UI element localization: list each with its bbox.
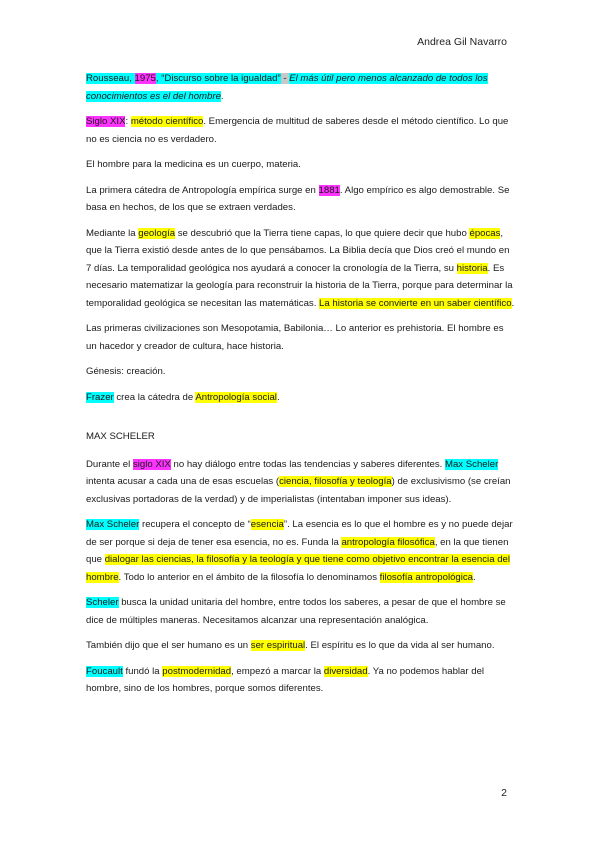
- highlight-yellow: filosofía antropológica: [379, 571, 474, 583]
- paragraph: [86, 594, 516, 629]
- text: Durante el: [86, 458, 133, 470]
- highlight-cyan: , “Discurso sobre la igualdad”: [155, 73, 281, 84]
- highlight-gray: -: [280, 73, 290, 84]
- highlight-cyan: Rousseau,: [86, 73, 135, 84]
- text: .: [276, 391, 280, 403]
- document-body: [86, 70, 516, 706]
- text: , empezó a marcar la: [231, 665, 324, 677]
- section-title: MAX SCHELER: [86, 431, 155, 442]
- quote-italic: El más útil pero menos alcanzado de todos los conocimientos es el del hombre: [86, 73, 488, 102]
- highlight-magenta: Siglo XIX: [86, 116, 126, 127]
- paragraph: [86, 156, 516, 174]
- paragraph: [86, 637, 516, 655]
- text: intenta acusar a cada una de esas escuelas (: [86, 476, 280, 487]
- text: . Algo empírico es algo demostrable. Se basa en hechos, de los que se extraen verdades.: [86, 184, 510, 213]
- paragraph: [86, 516, 516, 586]
- text: :: [125, 116, 131, 127]
- paragraph: [86, 225, 516, 313]
- highlight-yellow: esencia: [250, 519, 284, 530]
- text: .: [511, 297, 515, 309]
- text: . Todo lo anterior en el ámbito de la filosofía lo denominamos: [118, 571, 380, 583]
- highlight-yellow: historia: [456, 262, 488, 274]
- page-number: 2: [501, 787, 507, 799]
- highlight-yellow: épocas: [469, 227, 501, 239]
- highlight-yellow: antropología filosófica: [341, 536, 435, 548]
- highlight-yellow: diversidad: [323, 665, 368, 677]
- paragraph: [86, 320, 516, 355]
- text: La primera cátedra de Antropología empírica surge en: [86, 184, 319, 196]
- highlight-cyan: Scheler: [86, 597, 119, 608]
- highlight-cyan: Max Scheler: [86, 519, 140, 530]
- highlight-cyan: Frazer: [86, 391, 114, 403]
- text: Mediante la: [86, 227, 139, 239]
- highlight-magenta: 1975: [134, 73, 156, 84]
- text: ) de exclusivismo (se creían exclusivas portadoras de la verdad) y de imperialistas (intentaban imponer sus ideas).: [86, 476, 511, 505]
- text: , que la Tierra existió desde antes de lo que pensábamos. La Biblia decía que Dios creó el mundo en 7 días. La temporalidad geológica nos ayudará a conocer la cronología de la Tierra, su: [86, 227, 510, 274]
- highlight-yellow: geología: [138, 227, 176, 239]
- text: busca la unidad unitaria del hombre, entre todos los saberes, a pesar de que el hombre se dice de múltiples maneras. Necesitamos alcanzar una representación analógica.: [86, 597, 506, 626]
- page-header-author: Andrea Gil Navarro: [417, 36, 507, 48]
- paragraph: [86, 182, 516, 217]
- text: ”. La esencia es lo que el hombre es y no puede dejar de ser porque si deja de tener esa esencia, no es. Funda la: [86, 519, 513, 548]
- highlight-yellow: La historia se convierte en un saber científico: [319, 297, 512, 309]
- text: .: [220, 90, 224, 102]
- text: . Emergencia de multitud de saberes desde el método científico. Lo que no es ciencia no es verdadero.: [86, 116, 509, 145]
- text: El hombre para la medicina es un cuerpo, materia.: [86, 159, 301, 170]
- text: . Ya no podemos hablar del hombre, sino de los hombres, porque somos diferentes.: [86, 665, 485, 694]
- text: crea la cátedra de: [113, 391, 196, 403]
- text: Génesis: creación.: [86, 366, 166, 377]
- text: También dijo que el ser humano es un: [86, 640, 251, 651]
- text: fundó la: [122, 665, 163, 677]
- text: se descubrió que la Tierra tiene capas, lo que quiere decir que hubo: [175, 227, 470, 239]
- text: , en la que tienen que: [86, 536, 509, 565]
- text: recupera el concepto de “: [139, 519, 251, 530]
- highlight-yellow: dialogar las ciencias, la filosofía y la teología y que tiene como objetivo encontrar la esencia del hombre: [86, 554, 510, 583]
- paragraph: [86, 70, 516, 105]
- paragraph: [86, 389, 516, 407]
- highlight-yellow: ser espiritual: [250, 640, 306, 651]
- text: . El espíritu es lo que da vida al ser humano.: [305, 640, 495, 651]
- highlight-magenta: 1881: [318, 184, 340, 196]
- text: Las primeras civilizaciones son Mesopotamia, Babilonia… Lo anterior es prehistoria. El hombre es un hacedor y creador de cultura, hace historia.: [86, 323, 504, 352]
- paragraph: [86, 663, 516, 698]
- paragraph: [86, 363, 516, 381]
- highlight-yellow: ciencia, filosofía y teología: [279, 476, 392, 487]
- text: no hay diálogo entre todas las tendencias y saberes diferentes.: [170, 458, 445, 470]
- text: . Es necesario matematizar la geología para reconstruir la historia de la Tierra, porque para determinar la temporalidad geológica se necesitan las matemáticas.: [86, 262, 513, 309]
- paragraph: [86, 456, 516, 509]
- highlight-yellow: método científico: [130, 116, 204, 127]
- paragraph: [86, 113, 516, 148]
- highlight-yellow: Antropología social: [195, 391, 277, 403]
- highlight-cyan: Foucault: [86, 665, 123, 677]
- text: .: [473, 571, 476, 583]
- highlight-yellow: postmodernidad: [162, 665, 232, 677]
- highlight-magenta: siglo XIX: [132, 458, 171, 470]
- highlight-cyan: Max Scheler: [444, 458, 499, 470]
